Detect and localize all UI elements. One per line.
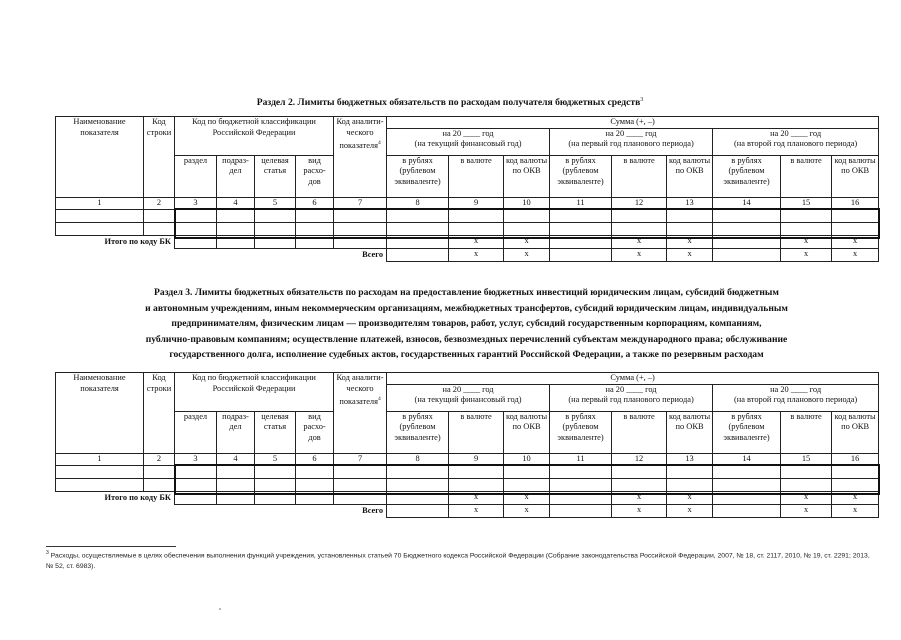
header-period-2	[550, 384, 713, 411]
period-desc: (на текущий финансовый год)	[414, 139, 522, 148]
data-cell	[612, 222, 667, 235]
data-cell	[781, 478, 832, 491]
grand-total-cell: x	[449, 248, 504, 261]
data-cell	[504, 478, 550, 491]
column-number-16: 16	[832, 453, 879, 465]
grand-total-spacer	[56, 248, 334, 261]
grand-total-cell: x	[612, 248, 667, 261]
data-cell	[255, 209, 296, 222]
section3-title-line-4: публично-правовым компаниям; осуществление платежей, взносов, безвозмездных перечислений субъектам международного права; обслуживание	[145, 333, 788, 345]
header-bk-sub-2: подраз- дел	[217, 155, 255, 197]
data-cell	[144, 222, 175, 235]
total-bk-cell: x	[781, 235, 832, 248]
data-cell	[296, 478, 334, 491]
column-number-14: 14	[713, 197, 781, 209]
period-desc: (на первый год планового периода)	[568, 139, 694, 148]
data-cell	[832, 209, 879, 222]
grand-total-cell	[713, 248, 781, 261]
data-cell	[713, 222, 781, 235]
grand-total-cell: x	[832, 504, 879, 517]
total-bk-label: Итого по коду БК	[104, 236, 171, 246]
total-bk-cell	[217, 235, 255, 248]
header-analytic-text: Код аналити- ческого показателя	[336, 117, 384, 150]
header-money-sub: в валюте	[612, 155, 667, 197]
column-number-10: 10	[504, 453, 550, 465]
total-bk-cell	[296, 235, 334, 248]
total-bk-row	[56, 491, 879, 504]
data-cell	[449, 222, 504, 235]
header-row-1	[56, 117, 879, 129]
header-money-sub: код валюты по ОКВ	[504, 411, 550, 453]
data-row	[56, 209, 879, 222]
column-number-5: 5	[255, 453, 296, 465]
header-bk-code: Код по бюджетной классификации Российской Федерации	[175, 373, 334, 412]
data-cell	[832, 222, 879, 235]
data-row	[56, 478, 879, 491]
total-bk-cell: x	[667, 491, 713, 504]
header-row-3	[56, 155, 879, 197]
column-number-3: 3	[175, 453, 217, 465]
column-number-row	[56, 453, 879, 465]
column-number-2: 2	[144, 197, 175, 209]
header-period-1	[387, 384, 550, 411]
period-year: на 20 ____ год	[442, 128, 494, 138]
column-number-13: 13	[667, 453, 713, 465]
column-number-12: 12	[612, 197, 667, 209]
data-cell	[387, 209, 449, 222]
grand-total-cell	[713, 504, 781, 517]
data-cell	[175, 478, 217, 491]
data-cell	[144, 209, 175, 222]
header-money-sub: в рублях (рублевом эквиваленте)	[550, 155, 612, 197]
data-cell	[334, 209, 387, 222]
header-bk-sub-4: вид расхо- дов	[296, 155, 334, 197]
data-cell	[296, 222, 334, 235]
total-bk-cell: x	[504, 235, 550, 248]
header-analytic-sup: 4	[377, 396, 381, 402]
grand-total-cell: x	[504, 504, 550, 517]
column-number-8: 8	[387, 197, 449, 209]
column-number-row	[56, 197, 879, 209]
period-year: на 20 ____ год	[442, 384, 494, 394]
grand-total-spacer	[56, 504, 334, 517]
total-bk-cell	[175, 491, 217, 504]
total-bk-cell	[255, 235, 296, 248]
total-bk-cell: x	[612, 491, 667, 504]
total-bk-cell	[334, 491, 387, 504]
header-bk-sub-3: целевая статья	[255, 155, 296, 197]
grand-total-cell: x	[612, 504, 667, 517]
grand-total-cell	[387, 248, 449, 261]
section3-title-line-3: предпринимателям, физическим лицам — производителям товаров, работ, услуг, субсидий государственным корпорациям, компаниям,	[171, 318, 762, 329]
header-analytic-code	[334, 117, 387, 198]
total-bk-cell: x	[832, 491, 879, 504]
header-money-sub: код валюты по ОКВ	[667, 155, 713, 197]
grand-total-cell	[550, 248, 612, 261]
data-cell	[612, 478, 667, 491]
total-bk-cell	[296, 491, 334, 504]
grand-total-cell	[387, 504, 449, 517]
data-cell	[144, 465, 175, 478]
data-cell	[667, 465, 713, 478]
data-cell	[449, 465, 504, 478]
data-cell	[56, 209, 144, 222]
header-row-code: Код строки	[144, 373, 175, 454]
header-sum: Сумма (+, –)	[387, 117, 879, 129]
header-bk-sub-2: подраз- дел	[217, 411, 255, 453]
grand-total-row	[56, 504, 879, 517]
column-number-4: 4	[217, 197, 255, 209]
data-cell	[781, 465, 832, 478]
period-year: на 20 ____ год	[770, 128, 822, 138]
header-name: Наименование показателя	[56, 373, 144, 454]
data-cell	[449, 478, 504, 491]
total-bk-cell: x	[612, 235, 667, 248]
data-cell	[175, 209, 217, 222]
data-cell	[781, 209, 832, 222]
period-desc: (на первый год планового периода)	[568, 395, 694, 404]
data-cell	[387, 222, 449, 235]
data-cell	[217, 209, 255, 222]
header-row-1	[56, 373, 879, 385]
header-money-sub: код валюты по ОКВ	[667, 411, 713, 453]
header-money-sub: в рублях (рублевом эквиваленте)	[713, 411, 781, 453]
header-period-3	[713, 128, 879, 155]
data-cell	[56, 222, 144, 235]
data-cell	[504, 465, 550, 478]
data-cell	[781, 222, 832, 235]
data-cell	[56, 465, 144, 478]
total-bk-cell	[713, 235, 781, 248]
data-cell	[667, 222, 713, 235]
header-sum: Сумма (+, –)	[387, 373, 879, 385]
header-name: Наименование показателя	[56, 117, 144, 198]
header-money-sub: код валюты по ОКВ	[504, 155, 550, 197]
data-cell	[255, 222, 296, 235]
data-cell	[550, 465, 612, 478]
total-bk-label: Итого по коду БК	[104, 492, 171, 502]
data-cell	[550, 222, 612, 235]
column-number-9: 9	[449, 197, 504, 209]
grand-total-row	[56, 248, 879, 261]
column-number-15: 15	[781, 453, 832, 465]
column-number-5: 5	[255, 197, 296, 209]
column-number-15: 15	[781, 197, 832, 209]
header-analytic-text: Код аналити- ческого показателя	[336, 373, 384, 406]
column-number-13: 13	[667, 197, 713, 209]
total-bk-cell: x	[781, 491, 832, 504]
grand-total-cell: x	[832, 248, 879, 261]
section3-title-line-2: и автономным учреждениям, иным некоммерческим организациям, межбюджетных трансфертов, субсидий юридическим лицам, индивидуальным	[145, 302, 788, 314]
data-cell	[296, 465, 334, 478]
column-number-6: 6	[296, 197, 334, 209]
column-number-12: 12	[612, 453, 667, 465]
data-cell	[504, 222, 550, 235]
data-cell	[296, 209, 334, 222]
column-number-1: 1	[56, 453, 144, 465]
section2-title-sup: 3	[640, 97, 644, 103]
data-cell	[217, 222, 255, 235]
column-number-2: 2	[144, 453, 175, 465]
header-analytic-code	[334, 373, 387, 454]
column-number-6: 6	[296, 453, 334, 465]
column-number-9: 9	[449, 453, 504, 465]
column-number-10: 10	[504, 197, 550, 209]
header-money-sub: в валюте	[612, 411, 667, 453]
grand-total-cell: x	[667, 248, 713, 261]
data-cell	[713, 465, 781, 478]
data-cell	[832, 478, 879, 491]
total-bk-cell: x	[449, 491, 504, 504]
column-number-11: 11	[550, 453, 612, 465]
period-year: на 20 ____ год	[770, 384, 822, 394]
section3-title-line-1: Раздел 3. Лимиты бюджетных обязательств по расходам на предоставление бюджетных инвестиций юридическим лицам, субсидий бюджетным	[154, 287, 779, 298]
header-money-sub: код валюты по ОКВ	[832, 411, 879, 453]
header-row-3	[56, 411, 879, 453]
column-number-14: 14	[713, 453, 781, 465]
grand-total-cell: x	[504, 248, 550, 261]
total-bk-cell	[175, 235, 217, 248]
footnote	[46, 548, 876, 572]
total-bk-row	[56, 235, 879, 248]
grand-total-cell	[550, 504, 612, 517]
total-bk-cell	[550, 235, 612, 248]
section3-title-line-5: государственного долга, исполнение судебных актов, государственных гарантий Российской Федерации, а также по резервным расходам	[169, 349, 764, 360]
total-bk-cell: x	[449, 235, 504, 248]
grand-total-cell: x	[781, 504, 832, 517]
data-cell	[612, 465, 667, 478]
header-bk-sub-3: целевая статья	[255, 411, 296, 453]
header-analytic-sup: 4	[377, 140, 381, 146]
data-cell	[334, 478, 387, 491]
header-money-sub: код валюты по ОКВ	[832, 155, 879, 197]
total-bk-cell: x	[832, 235, 879, 248]
footnote-rule	[46, 546, 176, 547]
section2-table	[55, 116, 879, 262]
grand-total-label: Всего	[362, 505, 384, 515]
header-money-sub: в валюте	[781, 411, 832, 453]
grand-total-cell: x	[667, 504, 713, 517]
footnote-text: Расходы, осуществляемые в целях обеспечения выполнения функций учреждения, установленных статьей 70 Бюджетного кодекса Российской Федерации (Собрание законодательства Российской Федерации, 2007, № 18, ст. 2117, 2010, № 19, ст. 2291; 2013, № 52, ст. 6983).	[46, 552, 870, 570]
period-year: на 20 ____ год	[605, 128, 657, 138]
grand-total-label: Всего	[362, 249, 384, 259]
data-cell	[56, 478, 144, 491]
period-desc: (на текущий финансовый год)	[414, 395, 522, 404]
data-row	[56, 222, 879, 235]
header-period-3	[713, 384, 879, 411]
column-number-1: 1	[56, 197, 144, 209]
header-bk-code: Код по бюджетной классификации Российской Федерации	[175, 117, 334, 156]
header-money-sub: в рублях (рублевом эквиваленте)	[387, 155, 449, 197]
data-cell	[832, 465, 879, 478]
data-cell	[667, 478, 713, 491]
period-year: на 20 ____ год	[605, 384, 657, 394]
grand-total-cell: x	[781, 248, 832, 261]
total-bk-cell	[713, 491, 781, 504]
data-cell	[334, 222, 387, 235]
data-cell	[217, 465, 255, 478]
total-bk-cell	[550, 491, 612, 504]
total-bk-cell	[387, 491, 449, 504]
header-bk-sub-4: вид расхо- дов	[296, 411, 334, 453]
total-bk-cell	[387, 235, 449, 248]
total-bk-cell: x	[504, 491, 550, 504]
total-bk-cell	[255, 491, 296, 504]
data-cell	[217, 478, 255, 491]
column-number-16: 16	[832, 197, 879, 209]
header-money-sub: в рублях (рублевом эквиваленте)	[550, 411, 612, 453]
scan-speck	[219, 608, 221, 610]
data-cell	[144, 478, 175, 491]
header-money-sub: в валюте	[449, 411, 504, 453]
data-cell	[387, 465, 449, 478]
header-row-code: Код строки	[144, 117, 175, 198]
data-cell	[713, 209, 781, 222]
column-number-7: 7	[334, 197, 387, 209]
grand-total-cell: x	[449, 504, 504, 517]
total-bk-cell	[217, 491, 255, 504]
column-number-11: 11	[550, 197, 612, 209]
data-row	[56, 465, 879, 478]
header-money-sub: в рублях (рублевом эквиваленте)	[387, 411, 449, 453]
data-cell	[334, 465, 387, 478]
column-number-8: 8	[387, 453, 449, 465]
data-cell	[387, 478, 449, 491]
period-desc: (на второй год планового периода)	[733, 139, 858, 148]
header-period-2	[550, 128, 713, 155]
footnote-sup: 3	[46, 550, 49, 556]
section3-title	[55, 285, 878, 363]
column-number-4: 4	[217, 453, 255, 465]
header-money-sub: в валюте	[449, 155, 504, 197]
data-cell	[713, 478, 781, 491]
data-cell	[255, 478, 296, 491]
header-bk-sub-1: раздел	[175, 411, 217, 453]
data-cell	[175, 222, 217, 235]
header-period-1	[387, 128, 550, 155]
header-bk-sub-1: раздел	[175, 155, 217, 197]
data-cell	[612, 209, 667, 222]
header-money-sub: в рублях (рублевом эквиваленте)	[713, 155, 781, 197]
column-number-7: 7	[334, 453, 387, 465]
total-bk-cell	[334, 235, 387, 248]
period-desc: (на второй год планового периода)	[733, 395, 858, 404]
data-cell	[175, 465, 217, 478]
section2-title-text: Раздел 2. Лимиты бюджетных обязательств по расходам получателя бюджетных средств	[256, 97, 641, 109]
data-cell	[667, 209, 713, 222]
section2-title	[120, 93, 780, 111]
total-bk-cell: x	[667, 235, 713, 248]
data-cell	[504, 209, 550, 222]
header-money-sub: в валюте	[781, 155, 832, 197]
data-cell	[449, 209, 504, 222]
section3-table	[55, 372, 879, 518]
data-cell	[550, 209, 612, 222]
data-cell	[255, 465, 296, 478]
data-cell	[550, 478, 612, 491]
column-number-3: 3	[175, 197, 217, 209]
